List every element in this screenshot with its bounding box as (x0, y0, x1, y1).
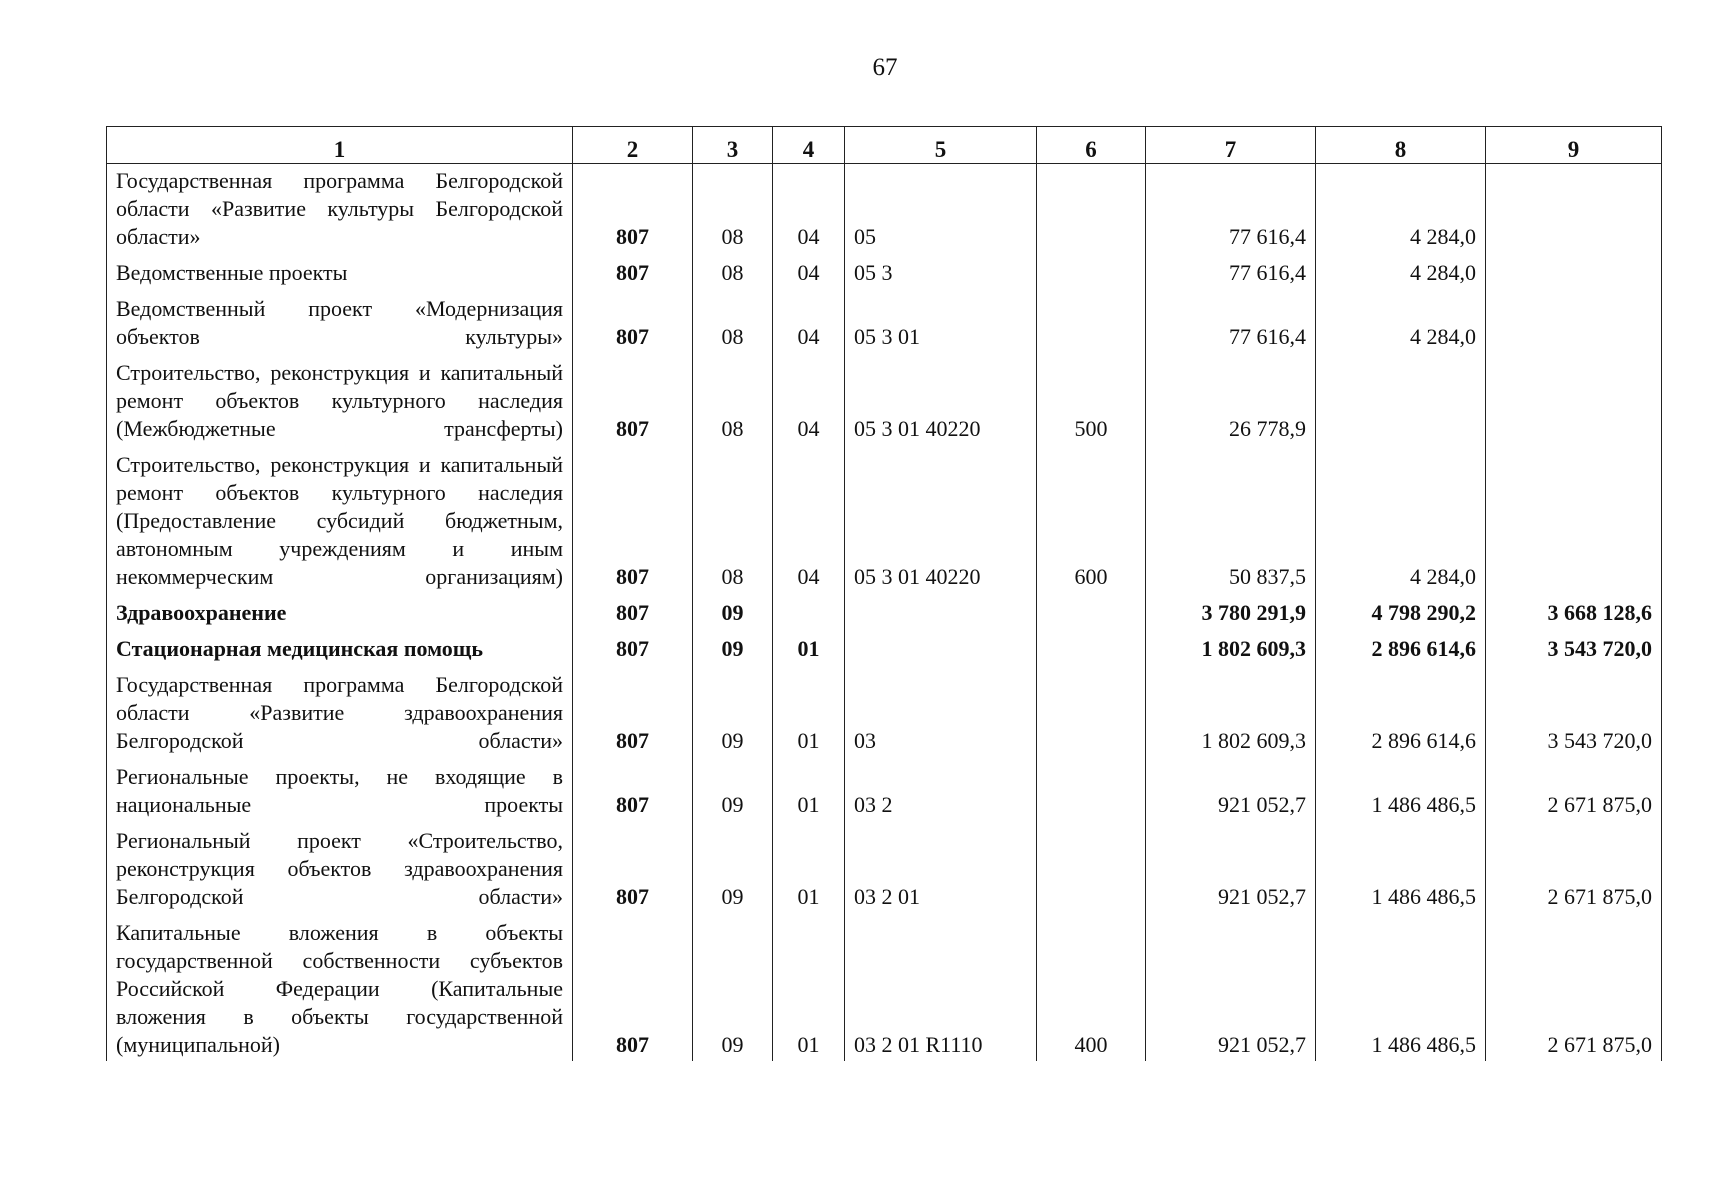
row-expense-type: 400 (1037, 916, 1146, 1061)
row-amount-col9: 2 671 875,0 (1486, 916, 1662, 1061)
column-header: 5 (845, 127, 1037, 164)
row-name: Государственная программа Белгородской области «Развитие здравоохранения Белгородской области» (107, 668, 573, 760)
row-amount-col9: 3 543 720,0 (1486, 668, 1662, 760)
row-expense-type (1037, 632, 1146, 668)
table-row (107, 916, 1662, 1061)
row-amount-col8: 4 284,0 (1316, 448, 1486, 596)
row-target-article (845, 632, 1037, 668)
column-header: 9 (1486, 127, 1662, 164)
row-name: Ведомственный проект «Модернизация объектов культуры» (107, 292, 573, 356)
row-section: 08 (693, 256, 773, 292)
row-name: Строительство, реконструкция и капитальный ремонт объектов культурного наследия (Предоставление субсидий бюджетным, автономным учреждениям и иным некоммерческим организациям) (107, 448, 573, 596)
row-amount-col7: 50 837,5 (1146, 448, 1316, 596)
table-row (107, 356, 1662, 448)
row-target-article: 05 3 01 (845, 292, 1037, 356)
table-row (107, 824, 1662, 916)
row-amount-col7: 921 052,7 (1146, 760, 1316, 824)
table-row (107, 448, 1662, 596)
table-row (107, 164, 1662, 257)
row-subsection: 04 (773, 448, 845, 596)
row-expense-type (1037, 256, 1146, 292)
row-amount-col9 (1486, 356, 1662, 448)
row-section: 08 (693, 448, 773, 596)
row-subsection: 01 (773, 824, 845, 916)
row-code: 807 (573, 760, 693, 824)
row-name: Региональный проект «Строительство, реконструкция объектов здравоохранения Белгородской области» (107, 824, 573, 916)
row-amount-col8: 1 486 486,5 (1316, 824, 1486, 916)
row-amount-col7: 77 616,4 (1146, 292, 1316, 356)
row-subsection (773, 596, 845, 632)
row-amount-col8: 1 486 486,5 (1316, 916, 1486, 1061)
row-section: 09 (693, 824, 773, 916)
row-name: Строительство, реконструкция и капитальный ремонт объектов культурного наследия (Межбюджетные трансферты) (107, 356, 573, 448)
row-amount-col7: 77 616,4 (1146, 256, 1316, 292)
row-code: 807 (573, 164, 693, 257)
column-header: 1 (107, 127, 573, 164)
page-number: 67 (872, 54, 898, 81)
row-code: 807 (573, 356, 693, 448)
row-amount-col7: 77 616,4 (1146, 164, 1316, 257)
row-amount-col9: 2 671 875,0 (1486, 824, 1662, 916)
row-amount-col9 (1486, 164, 1662, 257)
row-expense-type: 500 (1037, 356, 1146, 448)
row-amount-col8: 4 284,0 (1316, 256, 1486, 292)
row-amount-col7: 26 778,9 (1146, 356, 1316, 448)
row-code: 807 (573, 256, 693, 292)
row-expense-type: 600 (1037, 448, 1146, 596)
row-name: Региональные проекты, не входящие в национальные проекты (107, 760, 573, 824)
table-row (107, 596, 1662, 632)
row-code: 807 (573, 668, 693, 760)
table-row (107, 632, 1662, 668)
row-amount-col7: 1 802 609,3 (1146, 632, 1316, 668)
row-expense-type (1037, 760, 1146, 824)
row-subsection: 04 (773, 256, 845, 292)
column-header: 6 (1037, 127, 1146, 164)
row-amount-col7: 921 052,7 (1146, 824, 1316, 916)
row-amount-col8: 2 896 614,6 (1316, 668, 1486, 760)
row-name: Ведомственные проекты (107, 256, 573, 292)
row-code: 807 (573, 916, 693, 1061)
row-amount-col8: 4 284,0 (1316, 292, 1486, 356)
row-target-article (845, 596, 1037, 632)
column-header: 4 (773, 127, 845, 164)
row-subsection: 01 (773, 916, 845, 1061)
row-target-article: 05 3 (845, 256, 1037, 292)
row-amount-col9: 2 671 875,0 (1486, 760, 1662, 824)
row-expense-type (1037, 164, 1146, 257)
row-amount-col8: 4 284,0 (1316, 164, 1486, 257)
row-subsection: 01 (773, 632, 845, 668)
row-section: 08 (693, 356, 773, 448)
row-section: 09 (693, 668, 773, 760)
table-row (107, 292, 1662, 356)
row-name: Капитальные вложения в объекты государственной собственности субъектов Российской Федерации (Капитальные вложения в объекты государственной (муниципальной) (107, 916, 573, 1061)
row-subsection: 04 (773, 164, 845, 257)
row-amount-col8 (1316, 356, 1486, 448)
row-amount-col7: 921 052,7 (1146, 916, 1316, 1061)
row-subsection: 01 (773, 668, 845, 760)
row-name: Стационарная медицинская помощь (107, 632, 573, 668)
table-row (107, 256, 1662, 292)
row-target-article: 05 3 01 40220 (845, 356, 1037, 448)
row-expense-type (1037, 596, 1146, 632)
row-amount-col8: 1 486 486,5 (1316, 760, 1486, 824)
row-section: 09 (693, 760, 773, 824)
row-expense-type (1037, 668, 1146, 760)
column-header: 2 (573, 127, 693, 164)
row-target-article: 03 2 (845, 760, 1037, 824)
table-row (107, 668, 1662, 760)
row-amount-col7: 1 802 609,3 (1146, 668, 1316, 760)
row-section: 09 (693, 596, 773, 632)
row-target-article: 03 (845, 668, 1037, 760)
row-expense-type (1037, 824, 1146, 916)
row-target-article: 03 2 01 (845, 824, 1037, 916)
row-section: 08 (693, 164, 773, 257)
row-name: Здравоохранение (107, 596, 573, 632)
row-subsection: 01 (773, 760, 845, 824)
row-subsection: 04 (773, 356, 845, 448)
row-code: 807 (573, 292, 693, 356)
row-amount-col7: 3 780 291,9 (1146, 596, 1316, 632)
row-amount-col9: 3 543 720,0 (1486, 632, 1662, 668)
row-section: 09 (693, 916, 773, 1061)
budget-table (106, 126, 1662, 1061)
row-amount-col8: 4 798 290,2 (1316, 596, 1486, 632)
row-amount-col9 (1486, 448, 1662, 596)
row-amount-col8: 2 896 614,6 (1316, 632, 1486, 668)
row-section: 09 (693, 632, 773, 668)
row-target-article: 03 2 01 R1110 (845, 916, 1037, 1061)
row-expense-type (1037, 292, 1146, 356)
row-amount-col9 (1486, 256, 1662, 292)
row-amount-col9 (1486, 292, 1662, 356)
header-row (107, 127, 1662, 164)
row-code: 807 (573, 632, 693, 668)
row-code: 807 (573, 448, 693, 596)
table-row (107, 760, 1662, 824)
row-section: 08 (693, 292, 773, 356)
row-target-article: 05 (845, 164, 1037, 257)
row-code: 807 (573, 824, 693, 916)
column-header: 8 (1316, 127, 1486, 164)
row-code: 807 (573, 596, 693, 632)
row-name: Государственная программа Белгородской области «Развитие культуры Белгородской области» (107, 164, 573, 257)
column-header: 7 (1146, 127, 1316, 164)
row-subsection: 04 (773, 292, 845, 356)
column-header: 3 (693, 127, 773, 164)
row-amount-col9: 3 668 128,6 (1486, 596, 1662, 632)
row-target-article: 05 3 01 40220 (845, 448, 1037, 596)
